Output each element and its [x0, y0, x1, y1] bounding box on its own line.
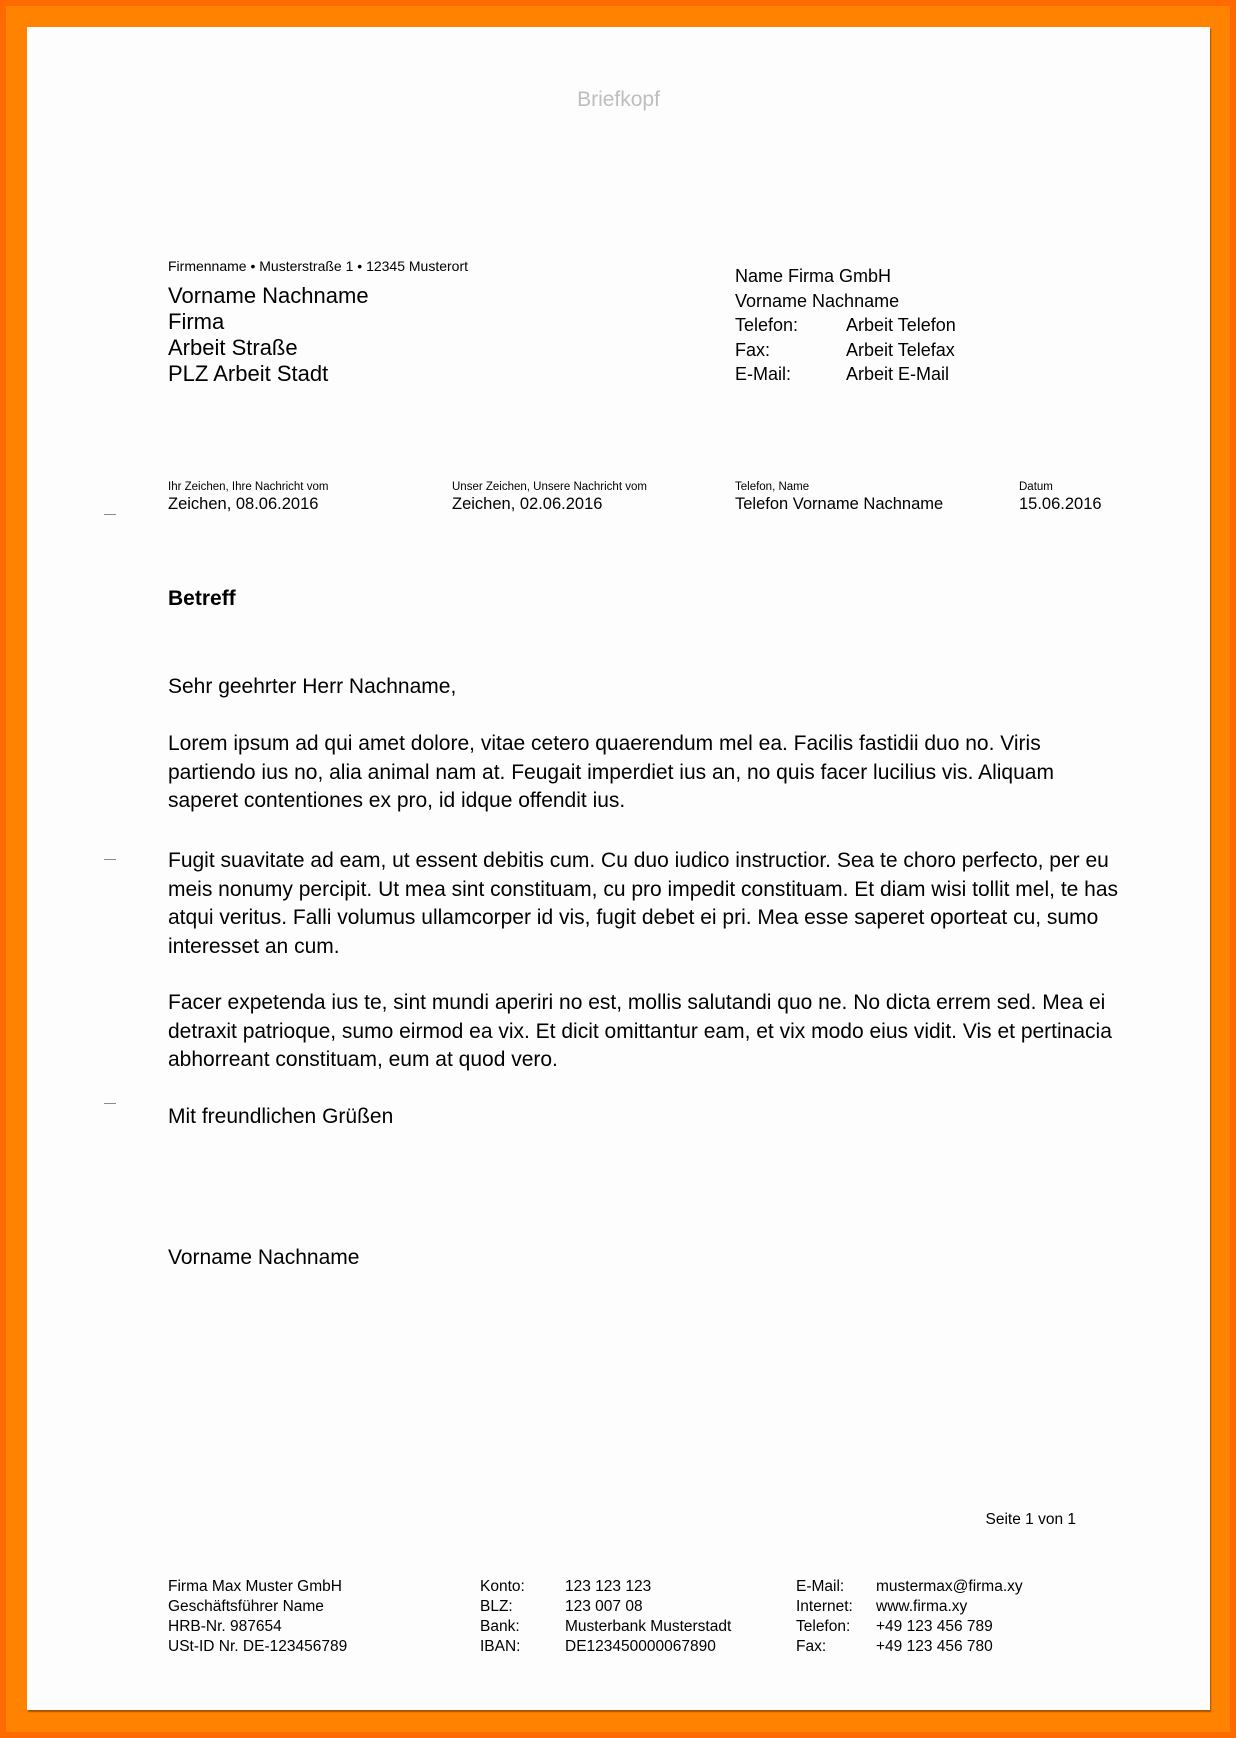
footer-label: Fax:	[796, 1638, 827, 1655]
reference-label: Unser Zeichen, Unsere Nachricht vom	[452, 481, 647, 493]
footer-value: 123 007 08	[565, 1598, 643, 1615]
punch-mark	[104, 859, 116, 860]
reference-phone-name	[735, 480, 943, 514]
contact-row-email	[735, 362, 956, 387]
footer-contact-row	[796, 1597, 1023, 1617]
reference-your-sign	[168, 480, 328, 514]
reference-our-sign	[452, 480, 647, 514]
footer-contact-row	[796, 1577, 1023, 1597]
footer-bank-row	[480, 1617, 731, 1637]
footer-bank-row	[480, 1637, 731, 1657]
contact-label: E-Mail:	[735, 364, 792, 384]
body-paragraph-1: Lorem ipsum ad qui amet dolore, vitae cetero quaerendum mel ea. Facilis fastidii duo no. Viris partiendo ius no, alia animal nam at. Feugait imperdiet ius an, no quis facer lucilius vis. Aliquam saperet contentiones ex pro, id idque offendit ius.	[168, 732, 1054, 812]
reference-value: Zeichen, 08.06.2016	[168, 495, 319, 513]
letter-subject: Betreff	[168, 587, 236, 610]
letter-page	[27, 27, 1210, 1710]
reference-label: Telefon, Name	[735, 481, 810, 493]
footer-value: +49 123 456 789	[876, 1618, 993, 1635]
reference-label: Ihr Zeichen, Ihre Nachricht vom	[168, 481, 329, 493]
reference-value: Telefon Vorname Nachname	[735, 495, 944, 513]
footer-label: IBAN:	[480, 1638, 521, 1655]
letter-closing: Mit freundlichen Grüßen	[168, 1105, 394, 1128]
footer-bank-row	[480, 1597, 731, 1617]
footer-company-name: Firma Max Muster GmbH	[168, 1578, 342, 1595]
footer-value: Musterbank Musterstadt	[565, 1618, 732, 1635]
reference-value: 15.06.2016	[1019, 495, 1102, 513]
recipient-city: PLZ Arbeit Stadt	[168, 361, 329, 386]
fold-mark-bottom	[104, 1103, 116, 1104]
body-paragraph-2: Fugit suavitate ad eam, ut essent debitis cum. Cu duo iudico instructior. Sea te choro perfecto, per eu meis nonumy percipit. Ut mea sint constituam, cu pro impedit constituam. Et diam wisi tollit mel, te has atqui veritus. Falli volumus ullamcorper id vis, fugit debet ei pri. Mea esse saperet oporteat cu, sumo interesset an cum.	[168, 849, 1119, 958]
contact-row-phone	[735, 313, 956, 338]
footer-label: Bank:	[480, 1618, 520, 1635]
footer-contact-info	[796, 1577, 1023, 1657]
footer-bank-row	[480, 1577, 731, 1597]
letter-signature: Vorname Nachname	[168, 1246, 360, 1269]
footer-label: Telefon:	[796, 1618, 851, 1635]
footer-value: DE123450000067890	[565, 1638, 716, 1655]
letterhead-placeholder: Briefkopf	[577, 88, 660, 111]
footer-label: E-Mail:	[796, 1578, 845, 1595]
footer-vat-id: USt-ID Nr. DE-123456789	[168, 1638, 348, 1655]
recipient-address	[168, 283, 369, 387]
footer-value: +49 123 456 780	[876, 1638, 993, 1655]
footer-label: Internet:	[796, 1598, 853, 1615]
footer-value: 123 123 123	[565, 1578, 652, 1595]
reference-date	[1019, 480, 1102, 514]
contact-block	[735, 264, 956, 387]
contact-label: Telefon:	[735, 315, 799, 335]
reference-label: Datum	[1019, 481, 1053, 493]
contact-person: Vorname Nachname	[735, 290, 900, 311]
footer-contact-row	[796, 1637, 1023, 1657]
contact-value: Arbeit Telefon	[846, 315, 956, 335]
footer-contact-row	[796, 1617, 1023, 1637]
footer-label: Konto:	[480, 1578, 525, 1595]
body-paragraph-3: Facer expetenda ius te, sint mundi aperiri no est, mollis salutandi quo ne. No dicta errem sed. Mea ei detraxit patrioque, sumo eirmod ea vix. Et dicit omittantur eam, et vix modo eius vidit. Vis et pertinacia abhorreant constituam, eum at quod vero.	[168, 991, 1112, 1071]
footer-register-number: HRB-Nr. 987654	[168, 1618, 282, 1635]
recipient-company: Firma	[168, 309, 225, 334]
recipient-name: Vorname Nachname	[168, 283, 369, 308]
contact-value: Arbeit Telefax	[846, 339, 955, 360]
contact-company: Name Firma GmbH	[735, 266, 892, 286]
recipient-street: Arbeit Straße	[168, 335, 298, 360]
footer-label: BLZ:	[480, 1598, 513, 1615]
footer-value: mustermax@firma.xy	[876, 1578, 1023, 1595]
fold-mark-top	[104, 514, 116, 515]
footer-value: www.firma.xy	[876, 1598, 968, 1615]
reference-value: Zeichen, 02.06.2016	[452, 495, 603, 513]
sender-return-address: Firmenname • Musterstraße 1 • 12345 Musterort	[168, 258, 469, 274]
letter-salutation: Sehr geehrter Herr Nachname,	[168, 675, 457, 698]
contact-row-fax	[735, 338, 956, 363]
footer-managing-director: Geschäftsführer Name	[168, 1598, 324, 1615]
page-number: Seite 1 von 1	[985, 1511, 1076, 1528]
footer-company-info	[168, 1577, 347, 1657]
contact-value: Arbeit E-Mail	[846, 364, 950, 384]
footer-bank-info	[480, 1577, 731, 1657]
contact-label: Fax:	[735, 339, 771, 360]
